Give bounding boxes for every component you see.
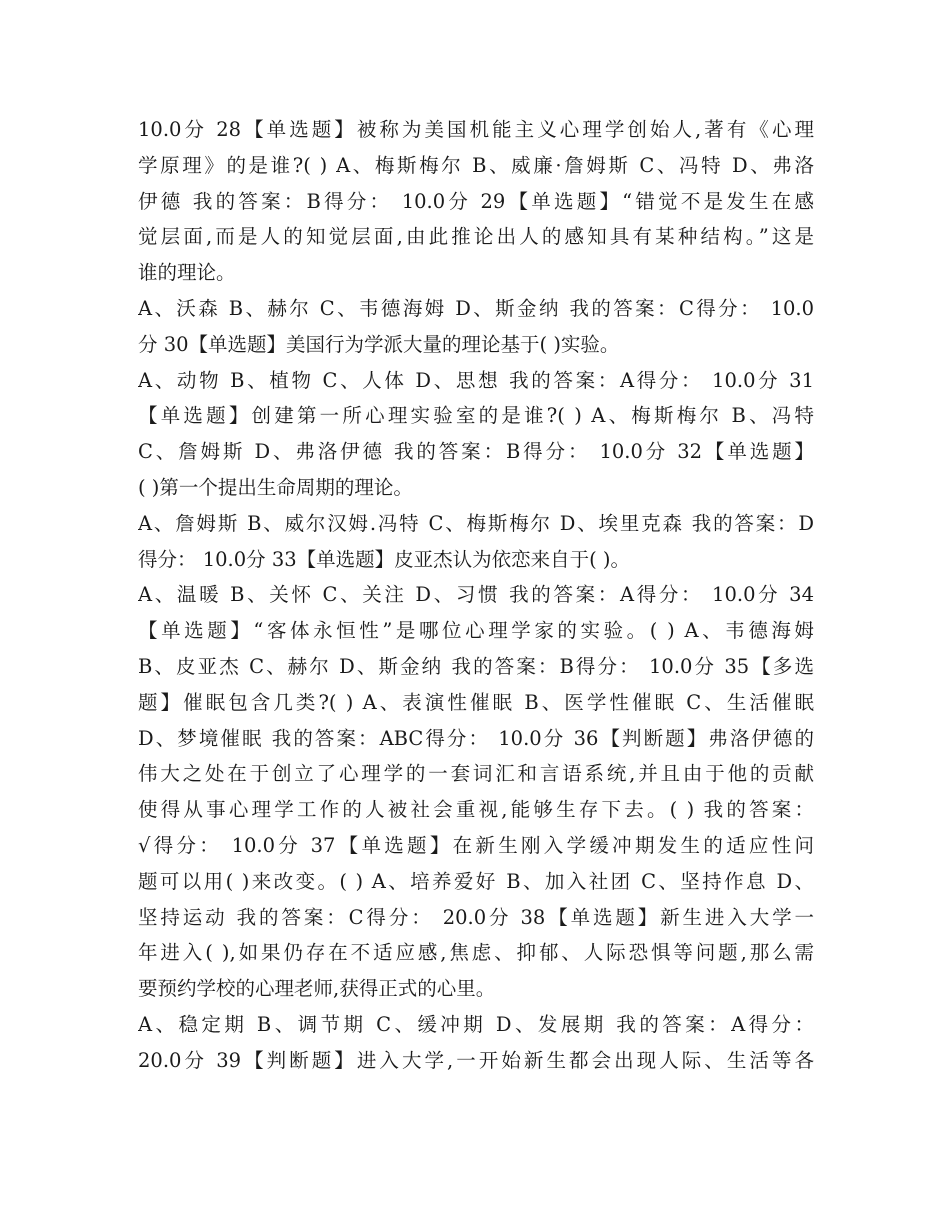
text-line: 题】催眠包含几类?( ) A、表演性催眠 B、医学性催眠 C、生活催眠 <box>138 690 814 714</box>
text-line: 【单选题】创建第一所心理实验室的是谁?( ) A、梅斯梅尔 B、冯特 <box>138 404 814 428</box>
text-line: 觉层面,而是人的知觉层面,由此推论出人的感知具有某种结构。”这是 <box>138 225 814 249</box>
text-line: 得分： 10.0分 33【单选题】皮亚杰认为依恋来自于( )。 <box>138 547 631 571</box>
text-line: 分 30【单选题】美国行为学派大量的理论基于( )实验。 <box>138 332 620 356</box>
text-line: A、稳定期 B、调节期 C、缓冲期 D、发展期 我的答案：A得分： <box>138 1012 814 1036</box>
text-line: 学原理》的是谁?( ) A、梅斯梅尔 B、威廉·詹姆斯 C、冯特 D、弗洛 <box>138 153 814 177</box>
text-line: 伊德 我的答案：B得分： 10.0分 29【单选题】“错觉不是发生在感 <box>138 189 814 213</box>
text-line: 伟大之处在于创立了心理学的一套词汇和言语系统,并且由于他的贡献 <box>138 762 814 786</box>
paragraph <box>138 1007 814 1079</box>
text-line: 10.0分 28【单选题】被称为美国机能主义心理学创始人,著有《心理 <box>138 118 814 141</box>
paragraph <box>138 291 814 363</box>
text-line: A、詹姆斯 B、威尔汉姆.冯特 C、梅斯梅尔 D、埃里克森 我的答案：D <box>138 511 814 535</box>
paragraph <box>138 506 814 578</box>
text-line: ( )第一个提出生命周期的理论。 <box>138 475 413 499</box>
text-line: A、动物 B、植物 C、人体 D、思想 我的答案：A得分： 10.0分 31 <box>138 368 814 392</box>
text-line: A、沃森 B、赫尔 C、韦德海姆 D、斯金纳 我的答案：C得分： 10.0 <box>138 296 814 320</box>
text-line: √得分： 10.0分 37【单选题】在新生刚入学缓冲期发生的适应性问 <box>138 833 814 857</box>
paragraph <box>138 363 814 506</box>
text-line: 【单选题】“客体永恒性”是哪位心理学家的实验。( ) A、韦德海姆 <box>138 619 814 643</box>
text-line: 20.0分 39【判断题】进入大学,一开始新生都会出现人际、生活等各 <box>138 1048 814 1072</box>
paragraph <box>138 577 814 1007</box>
text-line: 使得从事心理学工作的人被社会重视,能够生存下去。( ) 我的答案： <box>138 798 814 822</box>
text-line: B、皮亚杰 C、赫尔 D、斯金纳 我的答案：B得分： 10.0分 35【多选 <box>138 654 814 678</box>
text-line: 年进入( ),如果仍存在不适应感,焦虑、抑郁、人际恐惧等问题,那么需 <box>138 941 814 965</box>
text-line: 要预约学校的心理老师,获得正式的心里。 <box>138 977 496 1001</box>
document-body <box>138 112 814 1079</box>
text-line: 坚持运动 我的答案：C得分： 20.0分 38【单选题】新生进入大学一 <box>138 905 814 929</box>
text-line: D、梦境催眠 我的答案：ABC得分： 10.0分 36【判断题】弗洛伊德的 <box>138 726 814 750</box>
text-line: C、詹姆斯 D、弗洛伊德 我的答案：B得分： 10.0分 32【单选题】 <box>138 440 814 464</box>
text-line: 谁的理论。 <box>138 261 236 285</box>
text-line: A、温暖 B、关怀 C、关注 D、习惯 我的答案：A得分： 10.0分 34 <box>138 583 814 607</box>
text-line: 题可以用( )来改变。( ) A、培养爱好 B、加入社团 C、坚持作息 D、 <box>138 869 814 893</box>
paragraph <box>138 112 814 291</box>
